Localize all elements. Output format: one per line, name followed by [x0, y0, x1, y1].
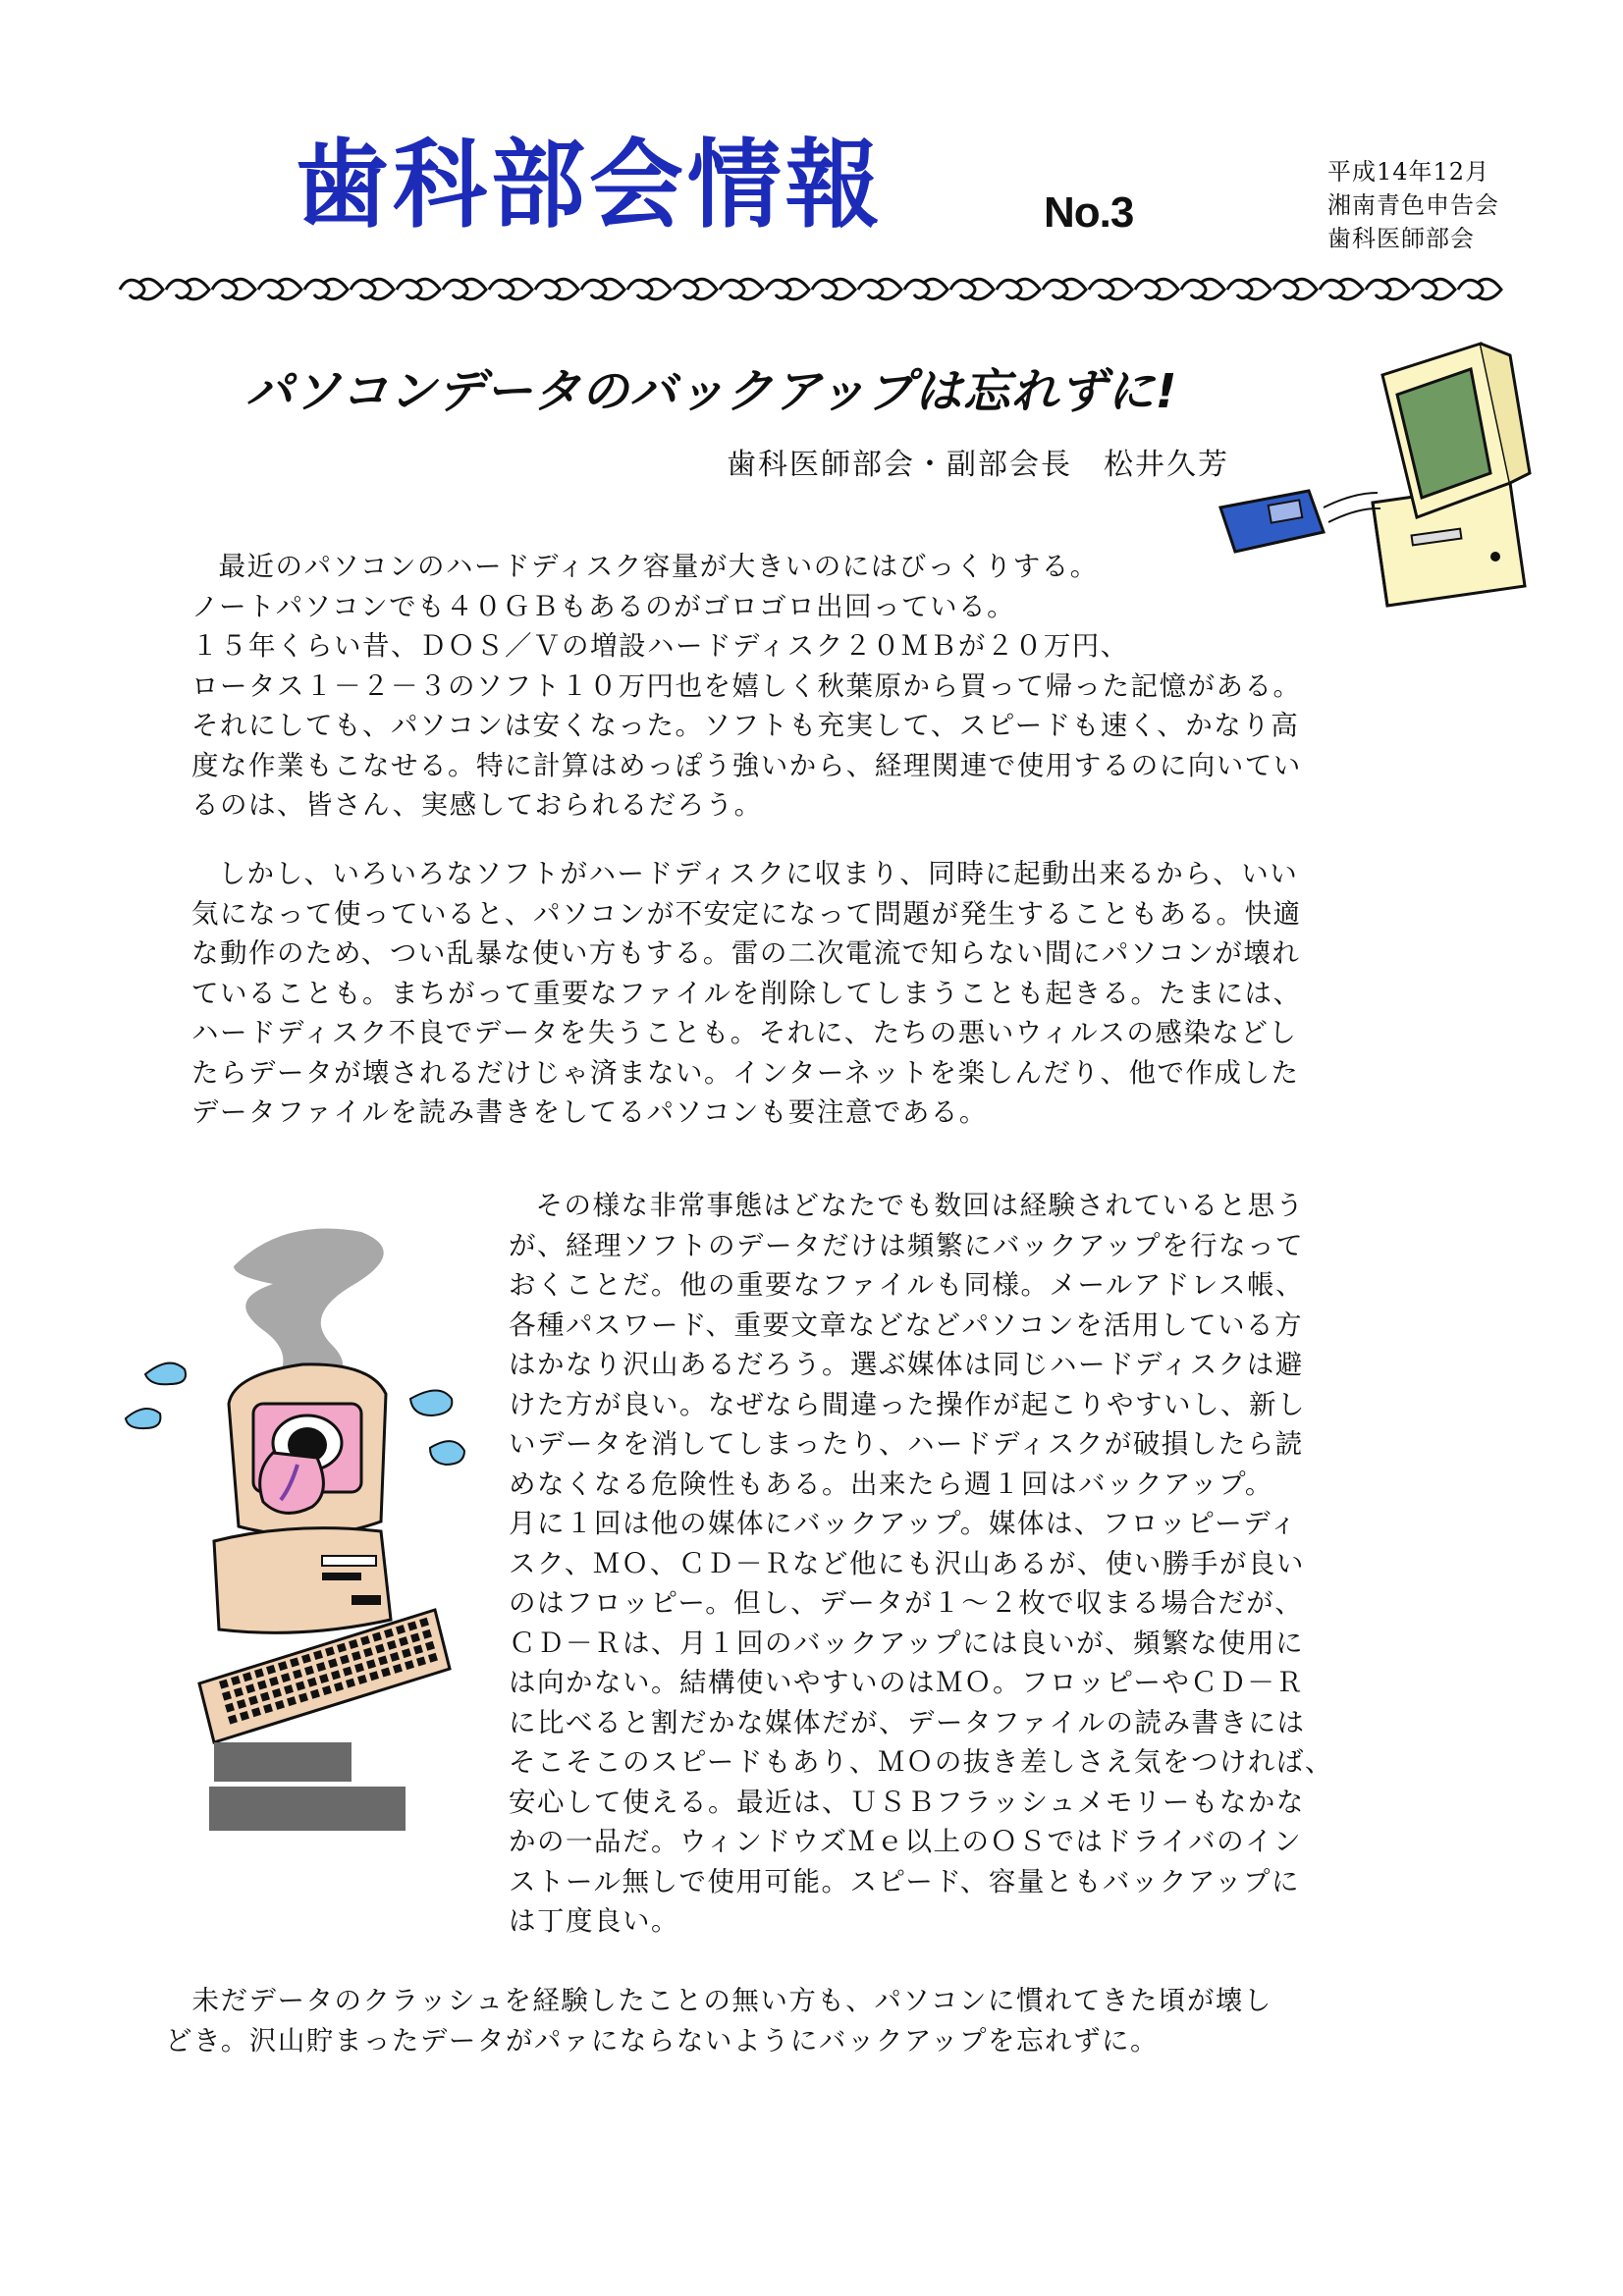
broken-computer-icon: [116, 1207, 489, 1836]
paragraph-2: しかし、いろいろなソフトがハードディスクに収まり、同時に起動出来るから、いい 気になって使っていると、パソコンが不安定になって問題が発生することもある。快適 な動作のため、つい乱暴な使い方もする。雷の二次電流で知らない間にパソコンが壊れ ていることも。まちがって重要なファイルを削除してしまうことも起きる。たまには、 ハードディスク不良でデータを失うことも。それに、たちの悪いウィルスの感染などし たらデータが壊されるだけじゃ済まない。インターネットを楽しんだり、他で作成した データファイルを読み書きをしてるパソコンも要注意である。: [191, 858, 1302, 1128]
meta-department: 歯科医師部会: [1327, 225, 1475, 252]
meta-organization: 湘南青色申告会: [1327, 191, 1499, 219]
header-meta: [1327, 155, 1499, 255]
decorative-divider: [118, 273, 1512, 306]
meta-date: 平成14年12月: [1327, 158, 1490, 186]
paragraph-4: 未だデータのクラッシュを経験したことの無い方も、パソコンに慣れてきた頃が壊し どき。沢山貯まったデータがパァにならないようにバックアップを忘れずに。: [165, 1985, 1272, 2056]
article-author: 歯科医師部会・副部会長 松井久芳: [727, 448, 1229, 482]
paragraph-3: その様な非常事態はどなたでも数回は経験されていると思う が、経理ソフトのデータだけは頻繁にバックアップを行なって おくことだ。他の重要なファイルも同様。メールアドレス帳、 各種パスワード、重要文章などなどパソコンを活用している方 はかなり沢山あるだろう。選ぶ媒体は同じハードディスクは避 けた方が良い。なぜなら間違った操作が起こりやすいし、新し いデータを消してしまったり、ハードディスクが破損したら読 めなくなる危険性もある。出来たら週１回はバックアップ。 月に１回は他の媒体にバックアップ。媒体は、フロッピーディ スク、ＭＯ、ＣＤ－Ｒなど他にも沢山あるが、使い勝手が良い のはフロッピー。但し、データが１～２枚で収まる場合だが、 ＣＤ－Ｒは、月１回のバックアップには良いが、頻繁な使用に は向かない。結構使いやすいのはＭＯ。フロッピーやＣＤ－Ｒ に比べると割だかな媒体だが、データファイルの読み書きには そこそこのスピードもあり、ＭＯの抜き差しさえ気をつければ、 安心して使える。最近は、ＵＳＢフラッシュメモリーもなかな かの一品だ。ウィンドウズＭｅ以上のＯＳではドライバのイン ストール無しで使用可能。スピード、容量ともバックアップに は丁度良い。: [509, 1190, 1333, 1937]
issue-number: No.3: [1044, 188, 1134, 237]
article-headline: パソコンデータのバックアップは忘れずに!: [245, 364, 1178, 419]
newsletter-title: 歯科部会情報: [295, 130, 884, 241]
paragraph-1: 最近のパソコンのハードディスク容量が大きいのにはびっくりする。 ノートパソコンでも４０ＧＢもあるのがゴロゴロ出回っている。 １５年くらい昔、ＤＯＳ／Ｖの増設ハードディスク２０ＭＢが２０万円、 ロータス１－２－３のソフト１０万円也を嬉しく秋葉原から買って帰った記憶がある。 それにしても、パソコンは安くなった。ソフトも充実して、スピードも速く、かなり高 度な作業もこなせる。特に計算はめっぽう強いから、経理関連で使用するのに向いてい るのは、皆さん、実感しておられるだろう。: [191, 551, 1302, 821]
